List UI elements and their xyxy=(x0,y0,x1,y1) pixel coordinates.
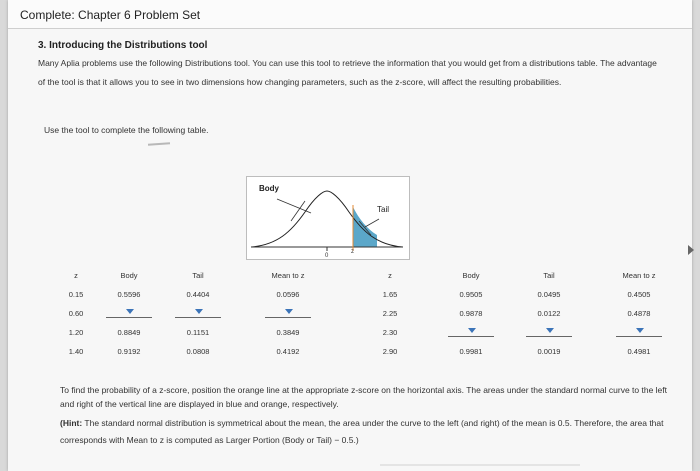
body-pointer-2 xyxy=(291,201,305,221)
mean-value: 0.4192 xyxy=(276,347,300,356)
tail-value: 0.0495 xyxy=(537,290,561,299)
tail-value: 0.0019 xyxy=(537,347,561,356)
chevron-down-icon xyxy=(195,309,203,314)
tail-value: 0.0122 xyxy=(537,309,561,318)
mean-value: 0.0596 xyxy=(276,290,300,299)
page-title: Complete: Chapter 6 Problem Set xyxy=(20,8,201,22)
hint-label: (Hint: xyxy=(60,418,83,428)
body-value: 0.9981 xyxy=(459,347,483,356)
body-label: Body xyxy=(259,184,279,193)
col-header-tail-right: Tail xyxy=(543,271,555,280)
z-value: 2.25 xyxy=(382,309,398,318)
mean-value: 0.4981 xyxy=(627,347,651,356)
normal-curve xyxy=(251,191,403,247)
distribution-table xyxy=(56,266,684,361)
body-dropdown[interactable] xyxy=(96,304,162,323)
answer-line xyxy=(380,464,580,466)
chevron-down-icon xyxy=(546,328,554,333)
tail-value: 0.1151 xyxy=(186,328,210,337)
problem-page xyxy=(8,0,692,471)
table-row xyxy=(56,304,684,323)
zero-label: 0 xyxy=(325,253,329,259)
cursor-arrow-icon xyxy=(688,245,694,255)
z-value: 1.65 xyxy=(382,290,398,299)
z-value: 1.40 xyxy=(68,347,84,356)
chevron-down-icon xyxy=(126,309,134,314)
tail-label: Tail xyxy=(377,205,390,214)
chevron-down-icon xyxy=(636,328,644,333)
z-value: 1.20 xyxy=(68,328,84,337)
body-value: 0.5596 xyxy=(117,290,141,299)
body-value: 0.8849 xyxy=(117,328,141,337)
mean-dropdown[interactable] xyxy=(234,304,342,323)
mean-value: 0.4505 xyxy=(627,290,651,299)
intro-paragraph: Many Aplia problems use the following Distributions tool. You can use this tool to retrieve the information that you would get from a distributions table. The advantage of the tool is that it allows you to see in two dimensions how changing parameters, such as the z-score, will affect the resulting probabilities. xyxy=(38,58,657,87)
table-row xyxy=(56,323,684,342)
instruction-note: To find the probability of a z-score, position the orange line at the appropriate z-score on the horizontal axis. The areas under the standard normal curve to the left and right of the vertical line are displayed in blue and orange, respectively. xyxy=(60,385,667,409)
mean-value: 0.4878 xyxy=(627,309,651,318)
z-value: 0.15 xyxy=(68,290,84,299)
col-header-mean: Mean to z xyxy=(271,271,305,280)
body-pointer-1 xyxy=(277,199,311,213)
body-value: 0.9505 xyxy=(459,290,483,299)
decorative-mark xyxy=(148,142,170,146)
col-header-tail: Tail xyxy=(192,271,204,280)
instruction-text: Use the tool to complete the following table. xyxy=(44,125,209,135)
tail-dropdown[interactable] xyxy=(162,304,234,323)
hint-text: The standard normal distribution is symmetrical about the mean, the area under the curve to the left (and right) of the mean is 0.5. Therefore, the area that corresponds with Mean to z is computed as Larger Portion (Body or Tail) − 0.5.) xyxy=(60,418,664,445)
distributions-tool[interactable] xyxy=(246,176,410,260)
col-header-z-right: z xyxy=(388,271,392,280)
hint-note xyxy=(60,415,680,449)
body-value: 0.9192 xyxy=(117,347,141,356)
tail-value: 0.4404 xyxy=(186,290,210,299)
col-header-mean-right: Mean to z xyxy=(622,271,656,280)
table-row xyxy=(56,342,684,361)
header-bar xyxy=(8,0,692,29)
chevron-down-icon xyxy=(468,328,476,333)
chevron-down-icon xyxy=(285,309,293,314)
z-value: 0.60 xyxy=(68,309,84,318)
section-title: 3. Introducing the Distributions tool xyxy=(38,40,208,51)
mean-dropdown[interactable] xyxy=(594,323,684,342)
col-header-body: Body xyxy=(120,271,138,280)
tail-pointer-1 xyxy=(365,219,379,227)
z-value: 2.90 xyxy=(382,347,398,356)
tail-dropdown[interactable] xyxy=(504,323,594,342)
body-value: 0.9878 xyxy=(459,309,483,318)
mean-value: 0.3849 xyxy=(276,328,300,337)
body-dropdown[interactable] xyxy=(438,323,504,342)
z-label: z xyxy=(351,249,354,255)
col-header-z: z xyxy=(74,271,78,280)
z-value: 2.30 xyxy=(382,328,398,337)
table-row xyxy=(56,285,684,304)
col-header-body-right: Body xyxy=(462,271,480,280)
tail-value: 0.0808 xyxy=(186,347,210,356)
table-header-row xyxy=(56,266,684,285)
